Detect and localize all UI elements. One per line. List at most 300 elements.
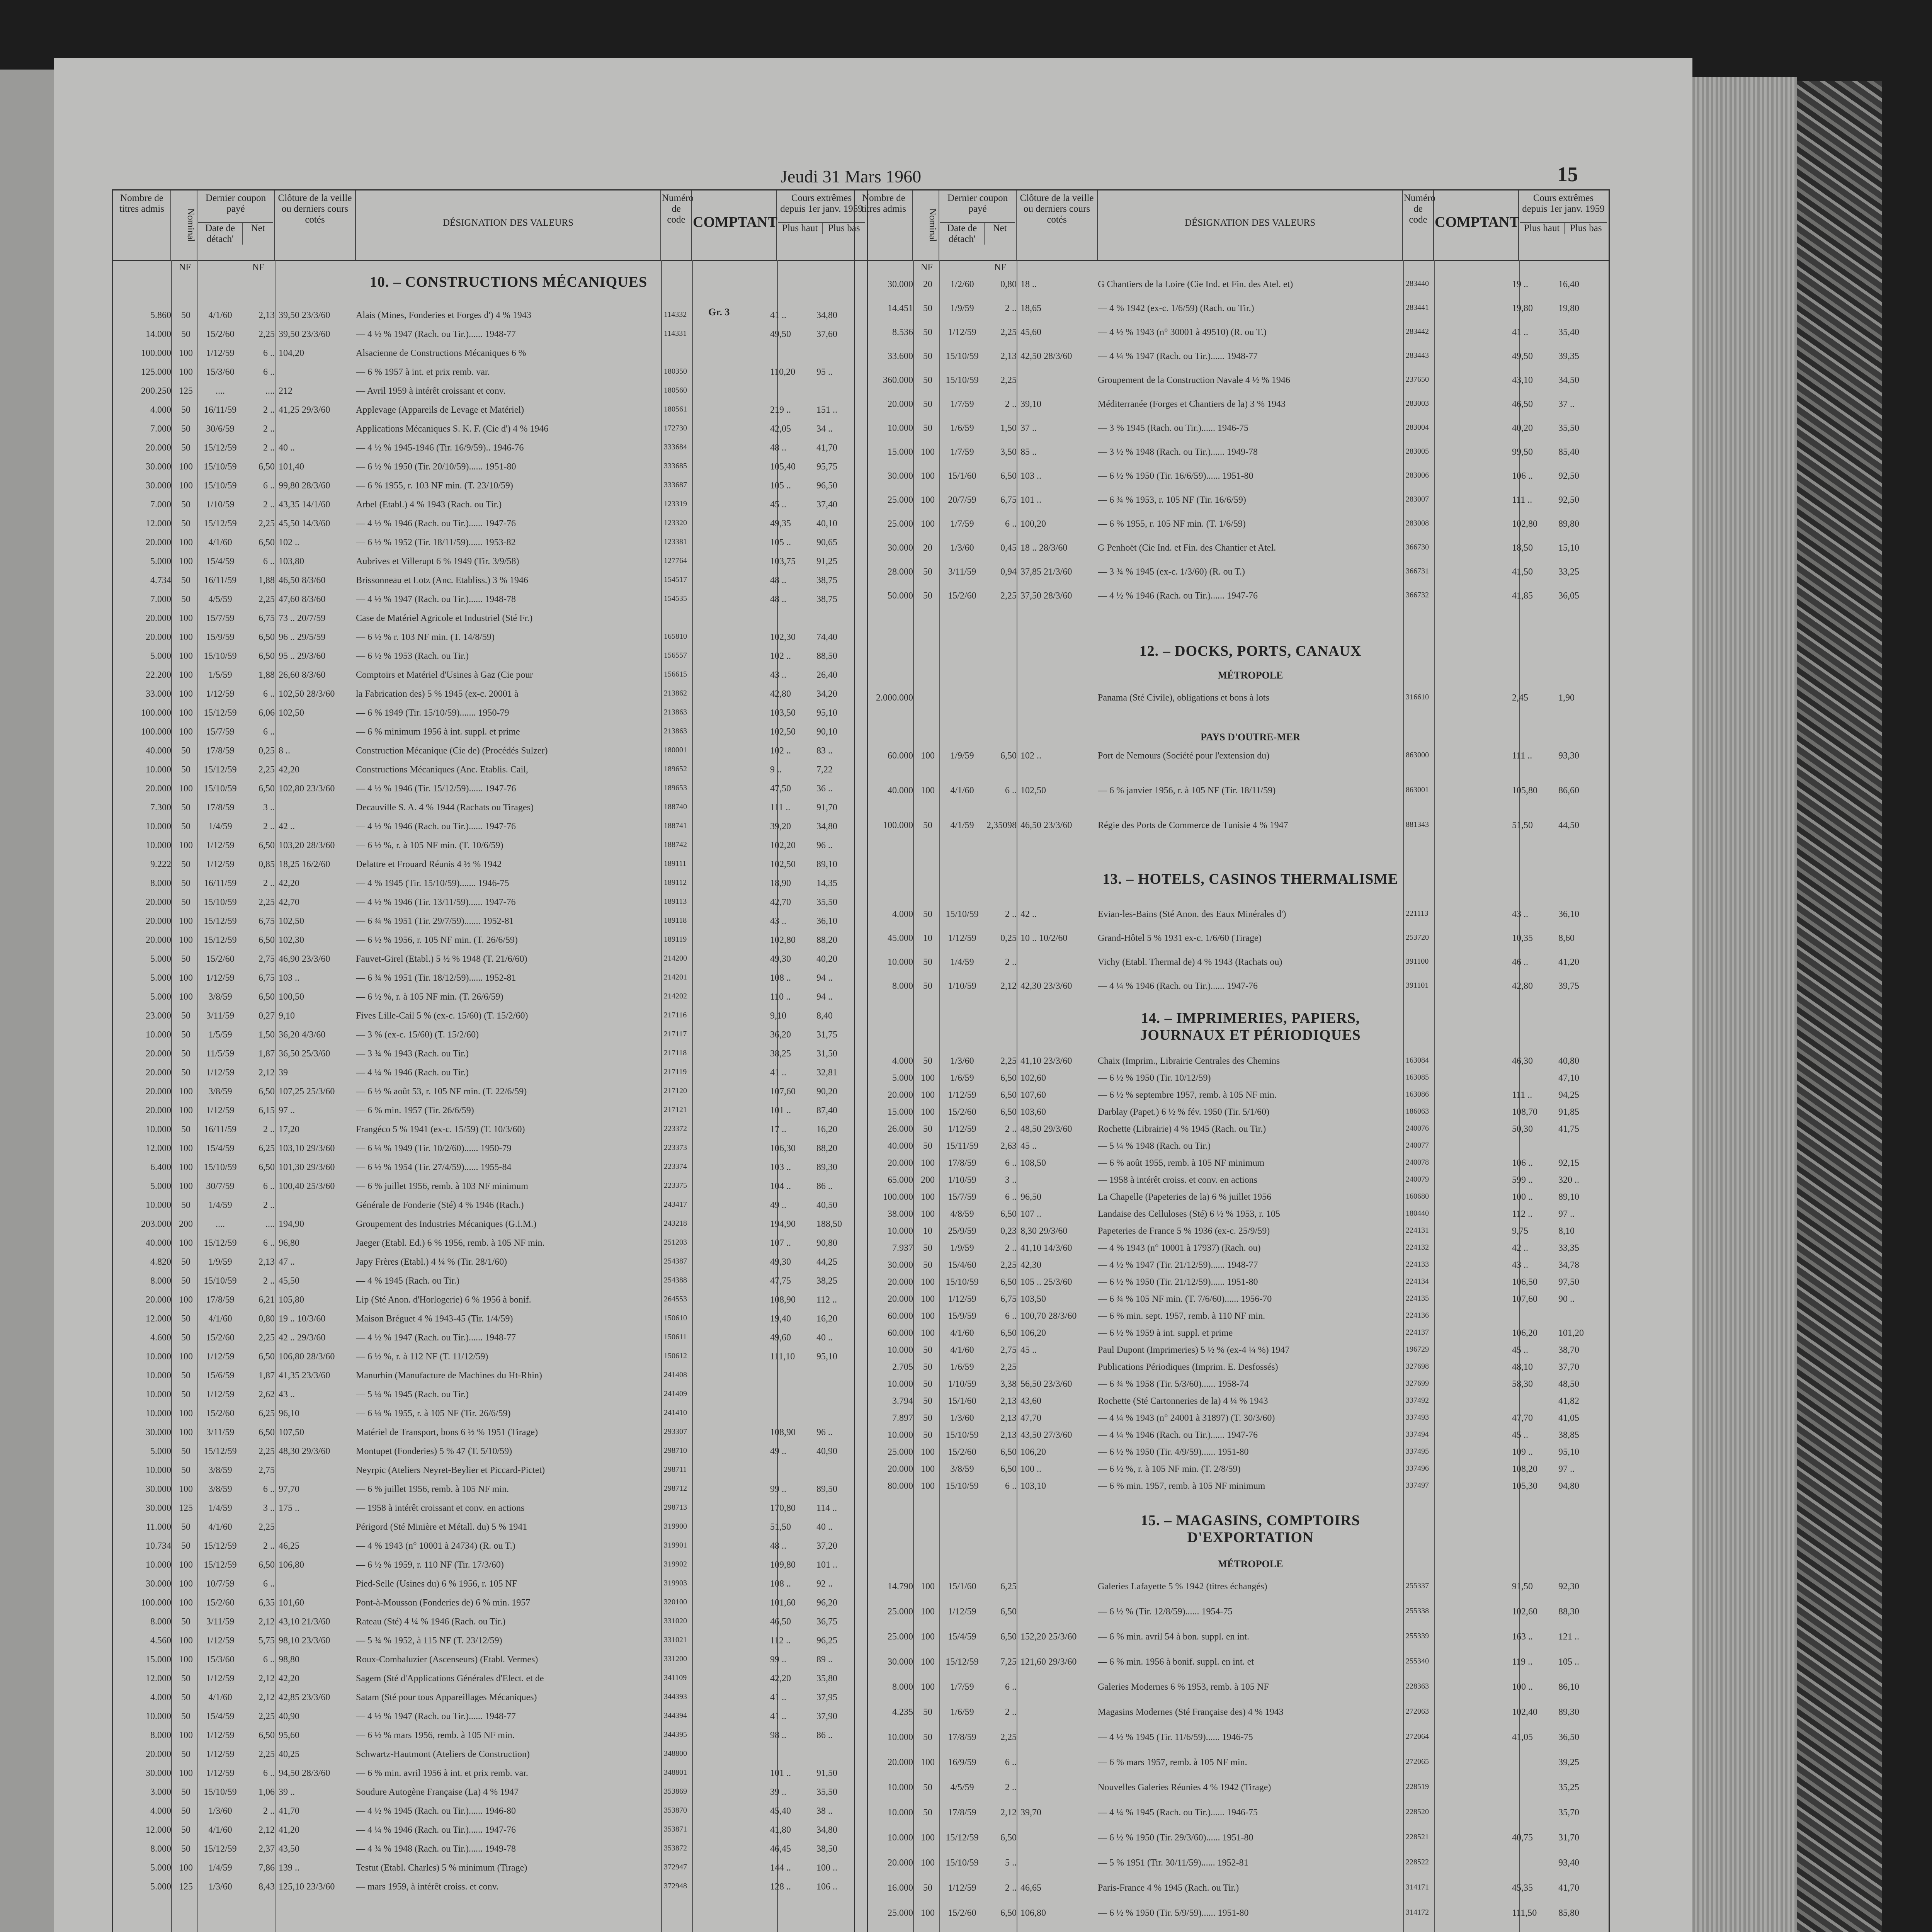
table-row [113, 897, 867, 909]
cell-nominal: 50 [181, 1617, 190, 1627]
cell-net: 7,25 [1000, 1657, 1017, 1667]
cell-net: 2 .. [263, 1541, 275, 1551]
cell-name: — 6 % juillet 1956, remb. à 105 NF min. [356, 1484, 509, 1494]
cell-cloture: 102,50 [1020, 786, 1046, 796]
cell-net: 0,25 [259, 746, 275, 756]
table-row [855, 786, 1609, 797]
cell-name: Schwartz-Hautmont (Ateliers de Construction) [356, 1749, 530, 1759]
table-row [113, 859, 867, 871]
cell-date: 1/12/59 [948, 1607, 976, 1617]
cell-date: 1/12/59 [948, 933, 976, 943]
cell-code: 337497 [1406, 1481, 1429, 1490]
cell-code: 366730 [1406, 543, 1429, 551]
cell-name: — 4 ½ % 1947 (Rach. ou Tir.)...... 1948-78 [356, 594, 516, 604]
cell-cloture: 96,10 [279, 1408, 299, 1418]
cell-bas: 39,35 [1558, 351, 1579, 361]
cell-date: 1/2/60 [950, 279, 974, 289]
cell-date: 1/7/59 [950, 447, 974, 457]
cell-name: Groupement de la Construction Navale 4 ½ % 1946 [1098, 375, 1290, 385]
cell-titres: 10.000 [888, 1379, 913, 1389]
cell-name: Applevage (Appareils de Levage et Matériel) [356, 405, 524, 415]
cell-name: Pont-à-Mousson (Fonderies de) 6 % min. 1957 [356, 1598, 531, 1608]
cell-titres: 5.000 [150, 1181, 171, 1191]
cell-titres: 20.000 [888, 1757, 913, 1767]
cell-nominal: 100 [179, 784, 193, 794]
cell-code: 160680 [1406, 1192, 1429, 1201]
cell-cloture: 104,20 [279, 348, 304, 358]
table-row [113, 1749, 867, 1761]
cell-code: 243417 [664, 1200, 687, 1209]
cell-bas: 37 .. [1558, 399, 1575, 409]
table-row [113, 556, 867, 568]
cell-haut: 111 .. [770, 803, 791, 813]
cell-haut: 46,30 [1512, 1056, 1533, 1066]
cell-nominal: 100 [179, 367, 193, 377]
cell-haut: 219 .. [770, 405, 791, 415]
cell-net: 6,50 [259, 1730, 275, 1740]
cell-code: 283004 [1406, 423, 1429, 432]
cell-titres: 8.000 [892, 981, 913, 991]
cell-net: 6 .. [263, 1768, 275, 1778]
header-nominal: Nominal [171, 190, 197, 260]
cell-net: 6,50 [1000, 751, 1017, 761]
cell-date: 1/12/59 [948, 1124, 976, 1134]
cell-net: 2,37 [259, 1844, 275, 1854]
cell-name: — 6 ½ % 1959 à int. suppl. et prime [1098, 1328, 1233, 1338]
cell-code: 353871 [664, 1825, 687, 1833]
cell-date: 4/8/59 [950, 1209, 974, 1219]
cell-cloture: 43,50 27/3/60 [1020, 1430, 1072, 1440]
cell-haut: 10,35 [1512, 933, 1533, 943]
cell-nominal: 100 [921, 1294, 935, 1304]
cell-date: 1/12/59 [206, 1068, 235, 1078]
cell-haut: 128 .. [770, 1882, 791, 1892]
cell-nominal: 100 [179, 1484, 193, 1494]
header-cours-extremes [1519, 190, 1608, 260]
cell-cloture: 39 [279, 1068, 288, 1078]
cell-titres: 20.000 [146, 1068, 171, 1078]
cell-bas: 37,40 [816, 500, 837, 510]
cell-nominal: 100 [179, 1598, 193, 1608]
cell-nominal: 50 [181, 594, 190, 604]
cell-date: 1/12/59 [206, 1389, 235, 1400]
cell-nominal: 100 [179, 689, 193, 699]
cell-bas: 93,40 [1558, 1858, 1579, 1868]
cell-bas: 114 .. [816, 1503, 837, 1513]
cell-cloture: 101,60 [279, 1598, 304, 1608]
table-row [113, 1825, 867, 1837]
cell-bas: 34,80 [816, 821, 837, 832]
cell-titres: 125.000 [141, 367, 171, 377]
cell-cloture: 46,50 23/3/60 [1020, 820, 1072, 830]
cell-nominal: 100 [921, 1328, 935, 1338]
cell-haut: 19,80 [1512, 303, 1533, 313]
cell-date: 30/7/59 [206, 1181, 235, 1191]
table-row [113, 916, 867, 928]
cell-net: 6 .. [1005, 1757, 1017, 1767]
cell-haut: 102,40 [1512, 1707, 1537, 1717]
table-row [113, 1219, 867, 1231]
cell-nominal: 100 [179, 1143, 193, 1153]
cell-bas: 89,30 [816, 1162, 837, 1172]
cell-haut: 108,90 [770, 1295, 796, 1305]
cell-titres: 4.000 [150, 405, 171, 415]
cell-code: 186063 [1406, 1107, 1429, 1116]
table-row [113, 1030, 867, 1041]
cell-haut: 17 .. [770, 1124, 786, 1134]
cell-titres: 100.000 [883, 820, 913, 830]
cell-code: 255339 [1406, 1632, 1429, 1640]
cell-haut: 170,80 [770, 1503, 796, 1513]
cell-name: — 4 ½ % 1945 (Rach. ou Tir.)...... 1946-80 [356, 1806, 516, 1816]
cell-name: Maison Bréguet 4 % 1943-45 (Tir. 1/4/59) [356, 1314, 513, 1324]
table-row [855, 981, 1609, 993]
cell-code: 224137 [1406, 1328, 1429, 1337]
cell-date: 4/1/60 [208, 1692, 232, 1702]
cell-cloture: 102,50 [279, 916, 304, 926]
cell-name: — 4 % 1943 (n° 10001 à 24734) (R. ou T.) [356, 1541, 515, 1551]
cell-titres: 10.000 [888, 1732, 913, 1742]
cell-net: 6 .. [1005, 1158, 1017, 1168]
cell-code: 224135 [1406, 1294, 1429, 1303]
cell-code: 881343 [1406, 820, 1429, 829]
cell-code: 283005 [1406, 447, 1429, 456]
cell-cloture: 106,80 28/3/60 [279, 1352, 335, 1362]
cell-code: 293307 [664, 1427, 687, 1436]
cell-net: 2,12 [259, 1692, 275, 1702]
cell-date: 15/2/60 [948, 591, 976, 601]
cell-titres: 10.000 [888, 1782, 913, 1793]
cell-haut: 45 .. [770, 500, 786, 510]
cell-code: 391100 [1406, 957, 1429, 966]
header-numero-code: Numéro de code [1403, 190, 1434, 260]
cell-net: 1,06 [259, 1787, 275, 1797]
cell-code: 255337 [1406, 1582, 1429, 1590]
cell-haut: 46,45 [770, 1844, 791, 1854]
cell-date: 1/9/59 [950, 1243, 974, 1253]
cell-nominal: 100 [921, 1607, 935, 1617]
cell-titres: 10.000 [888, 1345, 913, 1355]
cell-cloture: 43,60 [1020, 1396, 1041, 1406]
cell-titres: 360.000 [883, 375, 913, 385]
cell-cloture: 103,50 [1020, 1294, 1046, 1304]
cell-code: 189111 [664, 859, 687, 868]
cell-bas: 91,50 [816, 1768, 837, 1778]
cell-bas: 74,40 [816, 632, 837, 642]
cell-code: 228363 [1406, 1682, 1429, 1690]
cell-nominal: 100 [921, 519, 935, 529]
cell-name: — 4 ½ % 1947 (Rach. ou Tir.)...... 1948-77 [356, 1711, 516, 1721]
cell-code: 188742 [664, 840, 687, 849]
cell-titres: 40.000 [146, 1238, 171, 1248]
cell-code: 353869 [664, 1787, 687, 1796]
cell-name: Galeries Modernes 6 % 1953, remb. à 105 NF [1098, 1682, 1269, 1692]
table-row [113, 1162, 867, 1174]
cell-titres: 10.000 [146, 1465, 171, 1475]
cell-code: 298711 [664, 1465, 687, 1474]
table-row [113, 1371, 867, 1382]
table-row [855, 1582, 1609, 1593]
cell-name: — 6 ½ % 1950 (Tir. 20/10/59)...... 1951-80 [356, 462, 516, 472]
section-heading: 13. – HOTELS, CASINOS THERMALISME [1102, 871, 1398, 887]
cell-date: 15/12/59 [204, 1541, 237, 1551]
cell-nominal: 100 [179, 1162, 193, 1172]
cell-titres: 10.000 [146, 1560, 171, 1570]
cell-nominal: 100 [179, 537, 193, 548]
cell-titres: 10.000 [146, 1408, 171, 1418]
cell-name: Port de Nemours (Société pour l'extension du) [1098, 751, 1270, 761]
cell-bas: 41,70 [1558, 1883, 1579, 1893]
cell-net: 2,25 [1000, 1732, 1017, 1742]
section-heading: 15. – MAGASINS, COMPTOIRS D'EXPORTATION [1141, 1512, 1360, 1546]
table-row [113, 1768, 867, 1780]
cell-nominal: 50 [181, 1541, 190, 1551]
cell-date: 4/1/60 [208, 310, 232, 320]
cell-bas: 86 .. [816, 1730, 833, 1740]
cell-haut: 98 .. [770, 1730, 786, 1740]
cell-bas: 121 .. [1558, 1632, 1579, 1642]
cell-date: 15/4/60 [948, 1260, 976, 1270]
cell-name: Darblay (Papet.) 6 ½ % fév. 1950 (Tir. 5/1/60) [1098, 1107, 1270, 1117]
cell-code: 189119 [664, 935, 687, 944]
cell-bas: 41,82 [1558, 1396, 1579, 1406]
table-row [855, 1707, 1609, 1719]
cell-name: — 6 ½ % 1950 (Tir. 5/9/59)...... 1951-80 [1098, 1908, 1249, 1918]
cell-net: 2 .. [263, 443, 275, 453]
cell-bas: 34,80 [816, 1825, 837, 1835]
cell-titres: 10.000 [146, 1389, 171, 1400]
cell-nominal: 100 [921, 1311, 935, 1321]
cell-cloture: 103 .. [279, 973, 299, 983]
cell-code: 240078 [1406, 1158, 1429, 1167]
cell-code: 331021 [664, 1636, 687, 1644]
cell-cloture: 39,70 [1020, 1808, 1041, 1818]
cell-net: 3 .. [263, 1503, 275, 1513]
cell-titres: 60.000 [888, 751, 913, 761]
cell-cloture: 100,50 [279, 992, 304, 1002]
cell-nominal: 100 [179, 1295, 193, 1305]
table-row [113, 1427, 867, 1439]
cell-name: Méditerranée (Forges et Chantiers de la) 3 % 1943 [1098, 399, 1286, 409]
cell-date: 1/12/59 [948, 1090, 976, 1100]
cell-nominal: 50 [923, 1707, 932, 1717]
cell-nominal: 50 [923, 1124, 932, 1134]
table-row [113, 1238, 867, 1250]
cell-name: — 1958 à intérêt croiss. et conv. en actions [1098, 1175, 1257, 1185]
cell-net: 0,23 [1000, 1226, 1017, 1236]
cell-haut: 42 .. [1512, 1243, 1528, 1253]
cell-nominal: 100 [921, 1481, 935, 1491]
cell-name: Générale de Fonderie (Sté) 4 % 1946 (Rach.) [356, 1200, 524, 1210]
cell-net: 2,75 [259, 954, 275, 964]
cell-bas: 97 .. [1558, 1209, 1575, 1219]
cell-date: 16/11/59 [204, 878, 237, 888]
cell-titres: 20.000 [888, 1090, 913, 1100]
cell-bas: 106 .. [816, 1882, 837, 1892]
header-date-detach: Date de détach' [940, 223, 985, 245]
cell-name: Magasins Modernes (Sté Française des) 4 % 1943 [1098, 1707, 1284, 1717]
cell-titres: 15.000 [888, 1107, 913, 1117]
table-row [855, 751, 1609, 762]
cell-name: — 6 ½ % 1956, r. 105 NF min. (T. 26/6/59) [356, 935, 518, 945]
cell-net: 1,88 [259, 670, 275, 680]
cell-date: 15/2/60 [948, 1908, 976, 1918]
cell-date: 1/12/59 [206, 1768, 235, 1778]
cell-code: 150611 [664, 1333, 687, 1341]
cell-date: 15/3/60 [206, 367, 235, 377]
table-row [855, 1858, 1609, 1869]
cell-nominal: 50 [181, 1011, 190, 1021]
cell-name: — 6 % min. 1956 à bonif. suppl. en int. et [1098, 1657, 1254, 1667]
cell-bas: 88,30 [1558, 1607, 1579, 1617]
cell-nominal: 50 [181, 1049, 190, 1059]
table-row [113, 935, 867, 947]
cell-nominal: 50 [181, 1333, 190, 1343]
cell-nominal: 200 [179, 1219, 193, 1229]
cell-code: 217117 [664, 1030, 687, 1038]
cell-titres: 16.000 [888, 1883, 913, 1893]
cell-code: 163084 [1406, 1056, 1429, 1065]
cell-cloture: 96,80 [279, 1238, 299, 1248]
cell-net: 2 .. [263, 1124, 275, 1134]
header-date-detach: Date de détach' [198, 223, 243, 245]
cell-nominal: 50 [181, 1825, 190, 1835]
cell-cloture: 100,20 [1020, 519, 1046, 529]
cell-nominal: 50 [181, 954, 190, 964]
cell-titres: 10.000 [146, 1200, 171, 1210]
cell-nominal: 50 [181, 1806, 190, 1816]
cell-bas: 39,75 [1558, 981, 1579, 991]
cell-titres: 20.000 [146, 1105, 171, 1116]
cell-titres: 20.000 [888, 1858, 913, 1868]
cell-bas: 83 .. [816, 746, 833, 756]
cell-titres: 4.600 [150, 1333, 171, 1343]
cell-nominal: 100 [179, 727, 193, 737]
cell-code: 272063 [1406, 1707, 1429, 1716]
cell-name: — 6 ½ % 1959, r. 110 NF (Tir. 17/3/60) [356, 1560, 504, 1570]
cell-net: 6,75 [259, 973, 275, 983]
cell-haut: 109 .. [1512, 1447, 1533, 1457]
cell-haut: 42,20 [770, 1673, 791, 1684]
cell-cloture: 103,80 [279, 556, 304, 566]
cell-bas: 105 .. [1558, 1657, 1579, 1667]
table-row [855, 471, 1609, 483]
cell-code: 863000 [1406, 751, 1429, 759]
cell-bas: 31,70 [1558, 1833, 1579, 1843]
cell-nominal: 100 [179, 613, 193, 623]
table-row [855, 693, 1609, 704]
cell-name: — 6 ¾ % 1951 (Tir. 29/7/59)....... 1952-81 [356, 916, 514, 926]
book-page-stack [1692, 77, 1797, 1932]
cell-name: — 4 % 1945 (Tir. 15/10/59)....... 1946-75 [356, 878, 509, 888]
cell-date: 15/12/59 [204, 1844, 237, 1854]
cell-net: 2,13 [259, 1257, 275, 1267]
cell-cloture: 48,50 29/3/60 [1020, 1124, 1072, 1134]
cell-code: 331200 [664, 1655, 687, 1663]
table-row [113, 1484, 867, 1496]
cell-name: — 4 ½ % 1947 (Rach. ou Tir.)...... 1948-77 [356, 329, 516, 339]
table-row [855, 1732, 1609, 1744]
table-row [113, 1181, 867, 1193]
cell-date: 15/7/59 [206, 613, 235, 623]
table-row [855, 1107, 1609, 1119]
cell-titres: 20.000 [888, 1464, 913, 1474]
cell-date: 1/4/59 [208, 1863, 232, 1873]
cell-bas: 35,50 [816, 897, 837, 907]
cell-cloture: 73 .. 20/7/59 [279, 613, 326, 623]
cell-date: 4/1/59 [950, 820, 974, 830]
cell-code: 283003 [1406, 399, 1429, 408]
cell-cloture: 46,50 8/3/60 [279, 575, 326, 585]
cell-net: 6,06 [259, 708, 275, 718]
cell-titres: 20.000 [146, 1049, 171, 1059]
cell-haut: 9,10 [770, 1011, 786, 1021]
cell-name: — 6 ½ % 1950 (Tir. 10/12/59) [1098, 1073, 1211, 1083]
cell-titres: 3.794 [892, 1396, 913, 1406]
cell-haut: 102,80 [1512, 519, 1537, 529]
cell-name: — 6 ½ %, r. à 105 NF min. (T. 10/6/59) [356, 840, 503, 850]
nf-label: NF [994, 262, 1006, 272]
cell-nominal: 100 [921, 1657, 935, 1667]
cell-nominal: 100 [921, 1073, 935, 1083]
cell-cloture: 102 .. [1020, 751, 1041, 761]
cell-haut: 49,50 [770, 329, 791, 339]
cell-code: 333684 [664, 443, 687, 451]
cell-date: 15/12/59 [204, 1446, 237, 1456]
cell-titres: 7.937 [892, 1243, 913, 1253]
cell-code: 344395 [664, 1730, 687, 1739]
cell-cloture: 42,70 [279, 897, 299, 907]
cell-code: 353872 [664, 1844, 687, 1852]
cell-date: 15/12/59 [204, 916, 237, 926]
header-dernier-coupon-label: Dernier coupon payé [947, 193, 1008, 214]
cell-name: — 4 ½ % 1946 (Tir. 15/12/59)...... 1947-76 [356, 784, 516, 794]
cell-date: 1/12/59 [206, 973, 235, 983]
cell-net: 2,12 [259, 1617, 275, 1627]
cell-name: Applications Mécaniques S. K. F. (Cie d') 4 % 1946 [356, 424, 549, 434]
cell-bas: 1,90 [1558, 693, 1575, 703]
cell-titres: 5.000 [150, 556, 171, 566]
cell-nominal: 100 [921, 1464, 935, 1474]
cell-net: 2,35098 [986, 820, 1017, 830]
table-row [855, 1883, 1609, 1895]
header-comptant: COMPTANT [1434, 190, 1519, 260]
cell-nominal: 50 [181, 859, 190, 869]
cell-titres: 38.000 [888, 1209, 913, 1219]
cell-net: 6 .. [263, 1181, 275, 1191]
cell-cloture: 101,30 29/3/60 [279, 1162, 335, 1172]
cell-nominal: 50 [181, 1371, 190, 1381]
cell-cloture: 40,25 [279, 1749, 299, 1759]
cell-name: Constructions Mécaniques (Anc. Etablis. Cail, [356, 765, 528, 775]
cell-bas: 36,10 [1558, 909, 1579, 919]
cell-cloture: 103 .. [1020, 471, 1041, 481]
cell-haut: 47,70 [1512, 1413, 1533, 1423]
cell-titres: 10.000 [888, 1833, 913, 1843]
cell-code: 189652 [664, 765, 687, 773]
cell-haut: 49,30 [770, 954, 791, 964]
cell-titres: 25.000 [888, 1632, 913, 1642]
cell-net: 6,50 [1000, 1447, 1017, 1457]
cell-cloture: 18 .. 28/3/60 [1020, 543, 1068, 553]
cell-code: 123319 [664, 500, 687, 508]
cell-nominal: 50 [181, 897, 190, 907]
cell-cloture: 42 .. [279, 821, 295, 832]
cell-code: 344394 [664, 1711, 687, 1720]
cell-net: 6,50 [259, 935, 275, 945]
cell-bas: 101 .. [816, 1560, 837, 1570]
cell-cloture: 37 .. [1020, 423, 1037, 433]
